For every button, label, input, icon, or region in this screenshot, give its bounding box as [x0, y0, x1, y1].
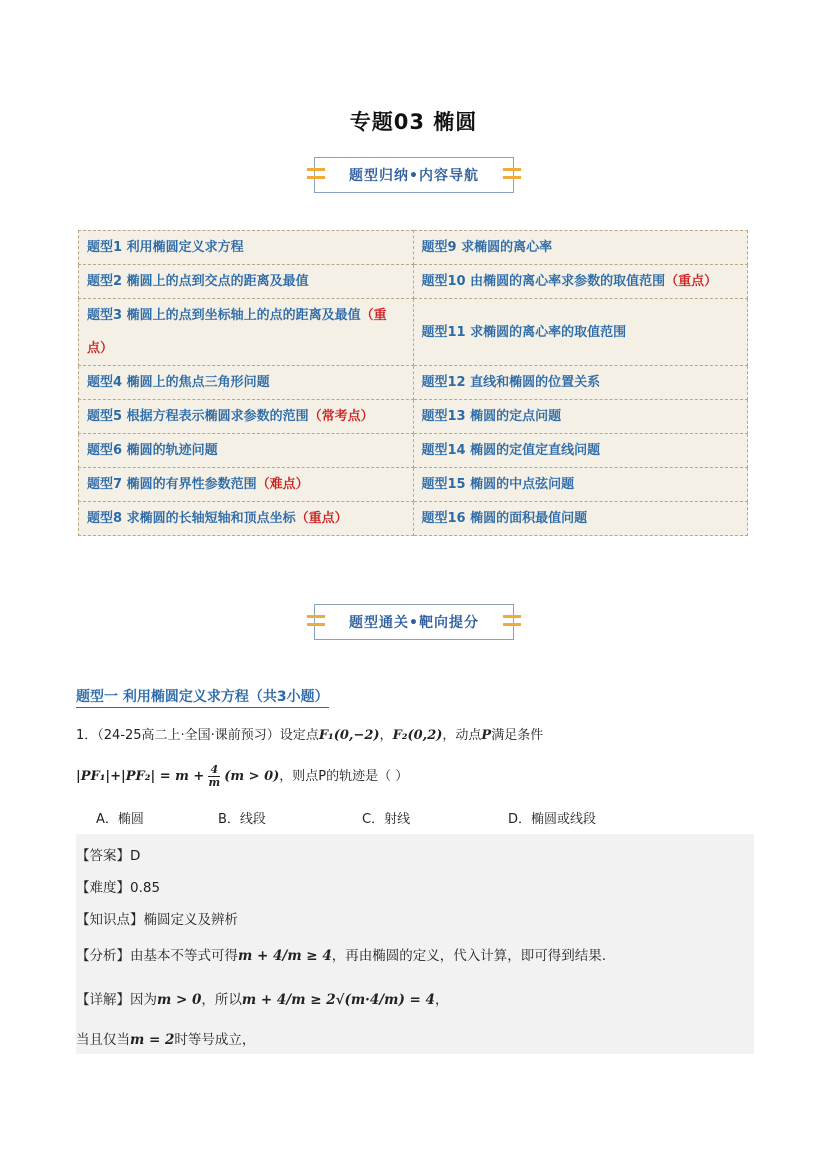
- solution-box: [76, 834, 754, 1054]
- nav-item-text: 题型11 求椭圆的离心率的取值范围: [421, 324, 627, 340]
- nav-item-left[interactable]: [79, 434, 414, 468]
- nav-item-text: 题型14 椭圆的定值定直线问题: [421, 443, 601, 458]
- banner-left-decoration: [307, 168, 325, 182]
- nav-item-right[interactable]: [413, 231, 748, 265]
- nav-row: [79, 468, 748, 502]
- nav-banner: [314, 157, 514, 193]
- nav-row: [79, 502, 748, 536]
- condition-right: (m > 0): [224, 769, 280, 784]
- nav-item-tag: （常考点）: [308, 409, 374, 424]
- nav-item-tag: （重点）: [87, 308, 387, 356]
- nav-item-right[interactable]: [413, 502, 748, 536]
- fraction-4-over-m: $\frac{4}{m}$: [208, 763, 221, 789]
- nav-item-tag: （难点）: [256, 477, 309, 492]
- nav-item-right[interactable]: [413, 434, 748, 468]
- nav-row: [79, 231, 748, 265]
- nav-item-right[interactable]: [413, 468, 748, 502]
- question-mid: ，动点: [442, 728, 482, 743]
- nav-banner-label: 题型归纳•内容导航: [349, 168, 479, 184]
- banner-right-decoration: [503, 615, 521, 629]
- nav-item-left[interactable]: [79, 265, 414, 299]
- nav-item-left[interactable]: [79, 400, 414, 434]
- nav-item-text: 题型10 由椭圆的离心率求参数的取值范围: [421, 274, 666, 289]
- question-stem: [76, 724, 543, 743]
- nav-item-right[interactable]: [413, 366, 748, 400]
- nav-row: [79, 400, 748, 434]
- option-a[interactable]: A．椭圆: [96, 812, 144, 827]
- point-f1: F₁(0,−2): [318, 728, 380, 743]
- nav-item-left[interactable]: [79, 231, 414, 265]
- nav-item-text: 题型4 椭圆上的焦点三角形问题: [87, 375, 270, 390]
- topic-navigation-table: [78, 230, 748, 536]
- nav-item-left[interactable]: [79, 502, 414, 536]
- question-prefix: 1．（24-25高二上·全国·课前预习）设定点: [76, 728, 319, 743]
- detail-line: 【详解】因为m > 0，所以m + 4/m ≥ 2√(m·4/m) = 4，: [76, 992, 449, 1008]
- point-f2: F₂(0,2): [392, 728, 443, 743]
- point-p: P: [481, 728, 492, 743]
- nav-item-tag: （重点）: [295, 511, 348, 526]
- question-condition: [76, 764, 408, 789]
- detail-equality-line: 当且仅当m = 2时等号成立，: [76, 1032, 256, 1048]
- nav-item-right[interactable]: [413, 400, 748, 434]
- practice-banner-label: 题型通关•靶向提分: [349, 615, 479, 631]
- nav-item-text: 题型3 椭圆上的点到坐标轴上的点的距离及最值: [87, 308, 361, 323]
- option-d[interactable]: D．椭圆或线段: [508, 812, 597, 827]
- nav-item-text: 题型13 椭圆的定点问题: [421, 409, 562, 424]
- question-suffix: 满足条件: [491, 728, 544, 743]
- answer-line: 【答案】D: [76, 848, 141, 864]
- option-b[interactable]: B．线段: [218, 812, 266, 827]
- analysis-line: 【分析】由基本不等式可得m + 4/m ≥ 4，再由椭圆的定义，代入计算，即可得到结果.: [76, 948, 607, 964]
- nav-item-left[interactable]: [79, 468, 414, 502]
- condition-tail: ，则点P的轨迹是（ ）: [279, 769, 409, 784]
- nav-item-text: 题型15 椭圆的中点弦问题: [421, 477, 575, 492]
- nav-item-right[interactable]: [413, 299, 748, 366]
- nav-row: [79, 265, 748, 299]
- knowledge-line: 【知识点】椭圆定义及辨析: [76, 912, 238, 928]
- banner-right-decoration: [503, 168, 521, 182]
- banner-left-decoration: [307, 615, 325, 629]
- nav-row: [79, 366, 748, 400]
- section-title: 题型一 利用椭圆定义求方程（共3小题）: [76, 686, 329, 708]
- nav-item-text: 题型12 直线和椭圆的位置关系: [421, 375, 601, 390]
- condition-left: |PF₁|+|PF₂| = m +: [76, 769, 205, 784]
- separator: ，: [379, 728, 393, 743]
- nav-item-tag: （重点）: [665, 274, 718, 289]
- nav-item-text: 题型16 椭圆的面积最值问题: [421, 511, 588, 526]
- nav-item-text: 题型6 椭圆的轨迹问题: [87, 443, 218, 458]
- nav-item-text: 题型2 椭圆上的点到交点的距离及最值: [87, 274, 309, 289]
- practice-banner: [314, 604, 514, 640]
- nav-item-text: 题型5 根据方程表示椭圆求参数的范围: [87, 409, 309, 424]
- nav-row: [79, 299, 748, 366]
- nav-item-text: 题型1 利用椭圆定义求方程: [87, 240, 244, 255]
- nav-item-text: 题型9 求椭圆的离心率: [421, 240, 553, 255]
- difficulty-line: 【难度】0.85: [76, 880, 161, 896]
- nav-item-text: 题型8 求椭圆的长轴短轴和顶点坐标: [87, 511, 296, 526]
- nav-item-left[interactable]: [79, 366, 414, 400]
- nav-row: [79, 434, 748, 468]
- nav-item-right[interactable]: [413, 265, 748, 299]
- option-c[interactable]: C．射线: [362, 812, 411, 827]
- nav-item-text: 题型7 椭圆的有界性参数范围: [87, 477, 257, 492]
- page-title: 专题03 椭圆: [349, 110, 478, 134]
- nav-item-left[interactable]: [79, 299, 414, 366]
